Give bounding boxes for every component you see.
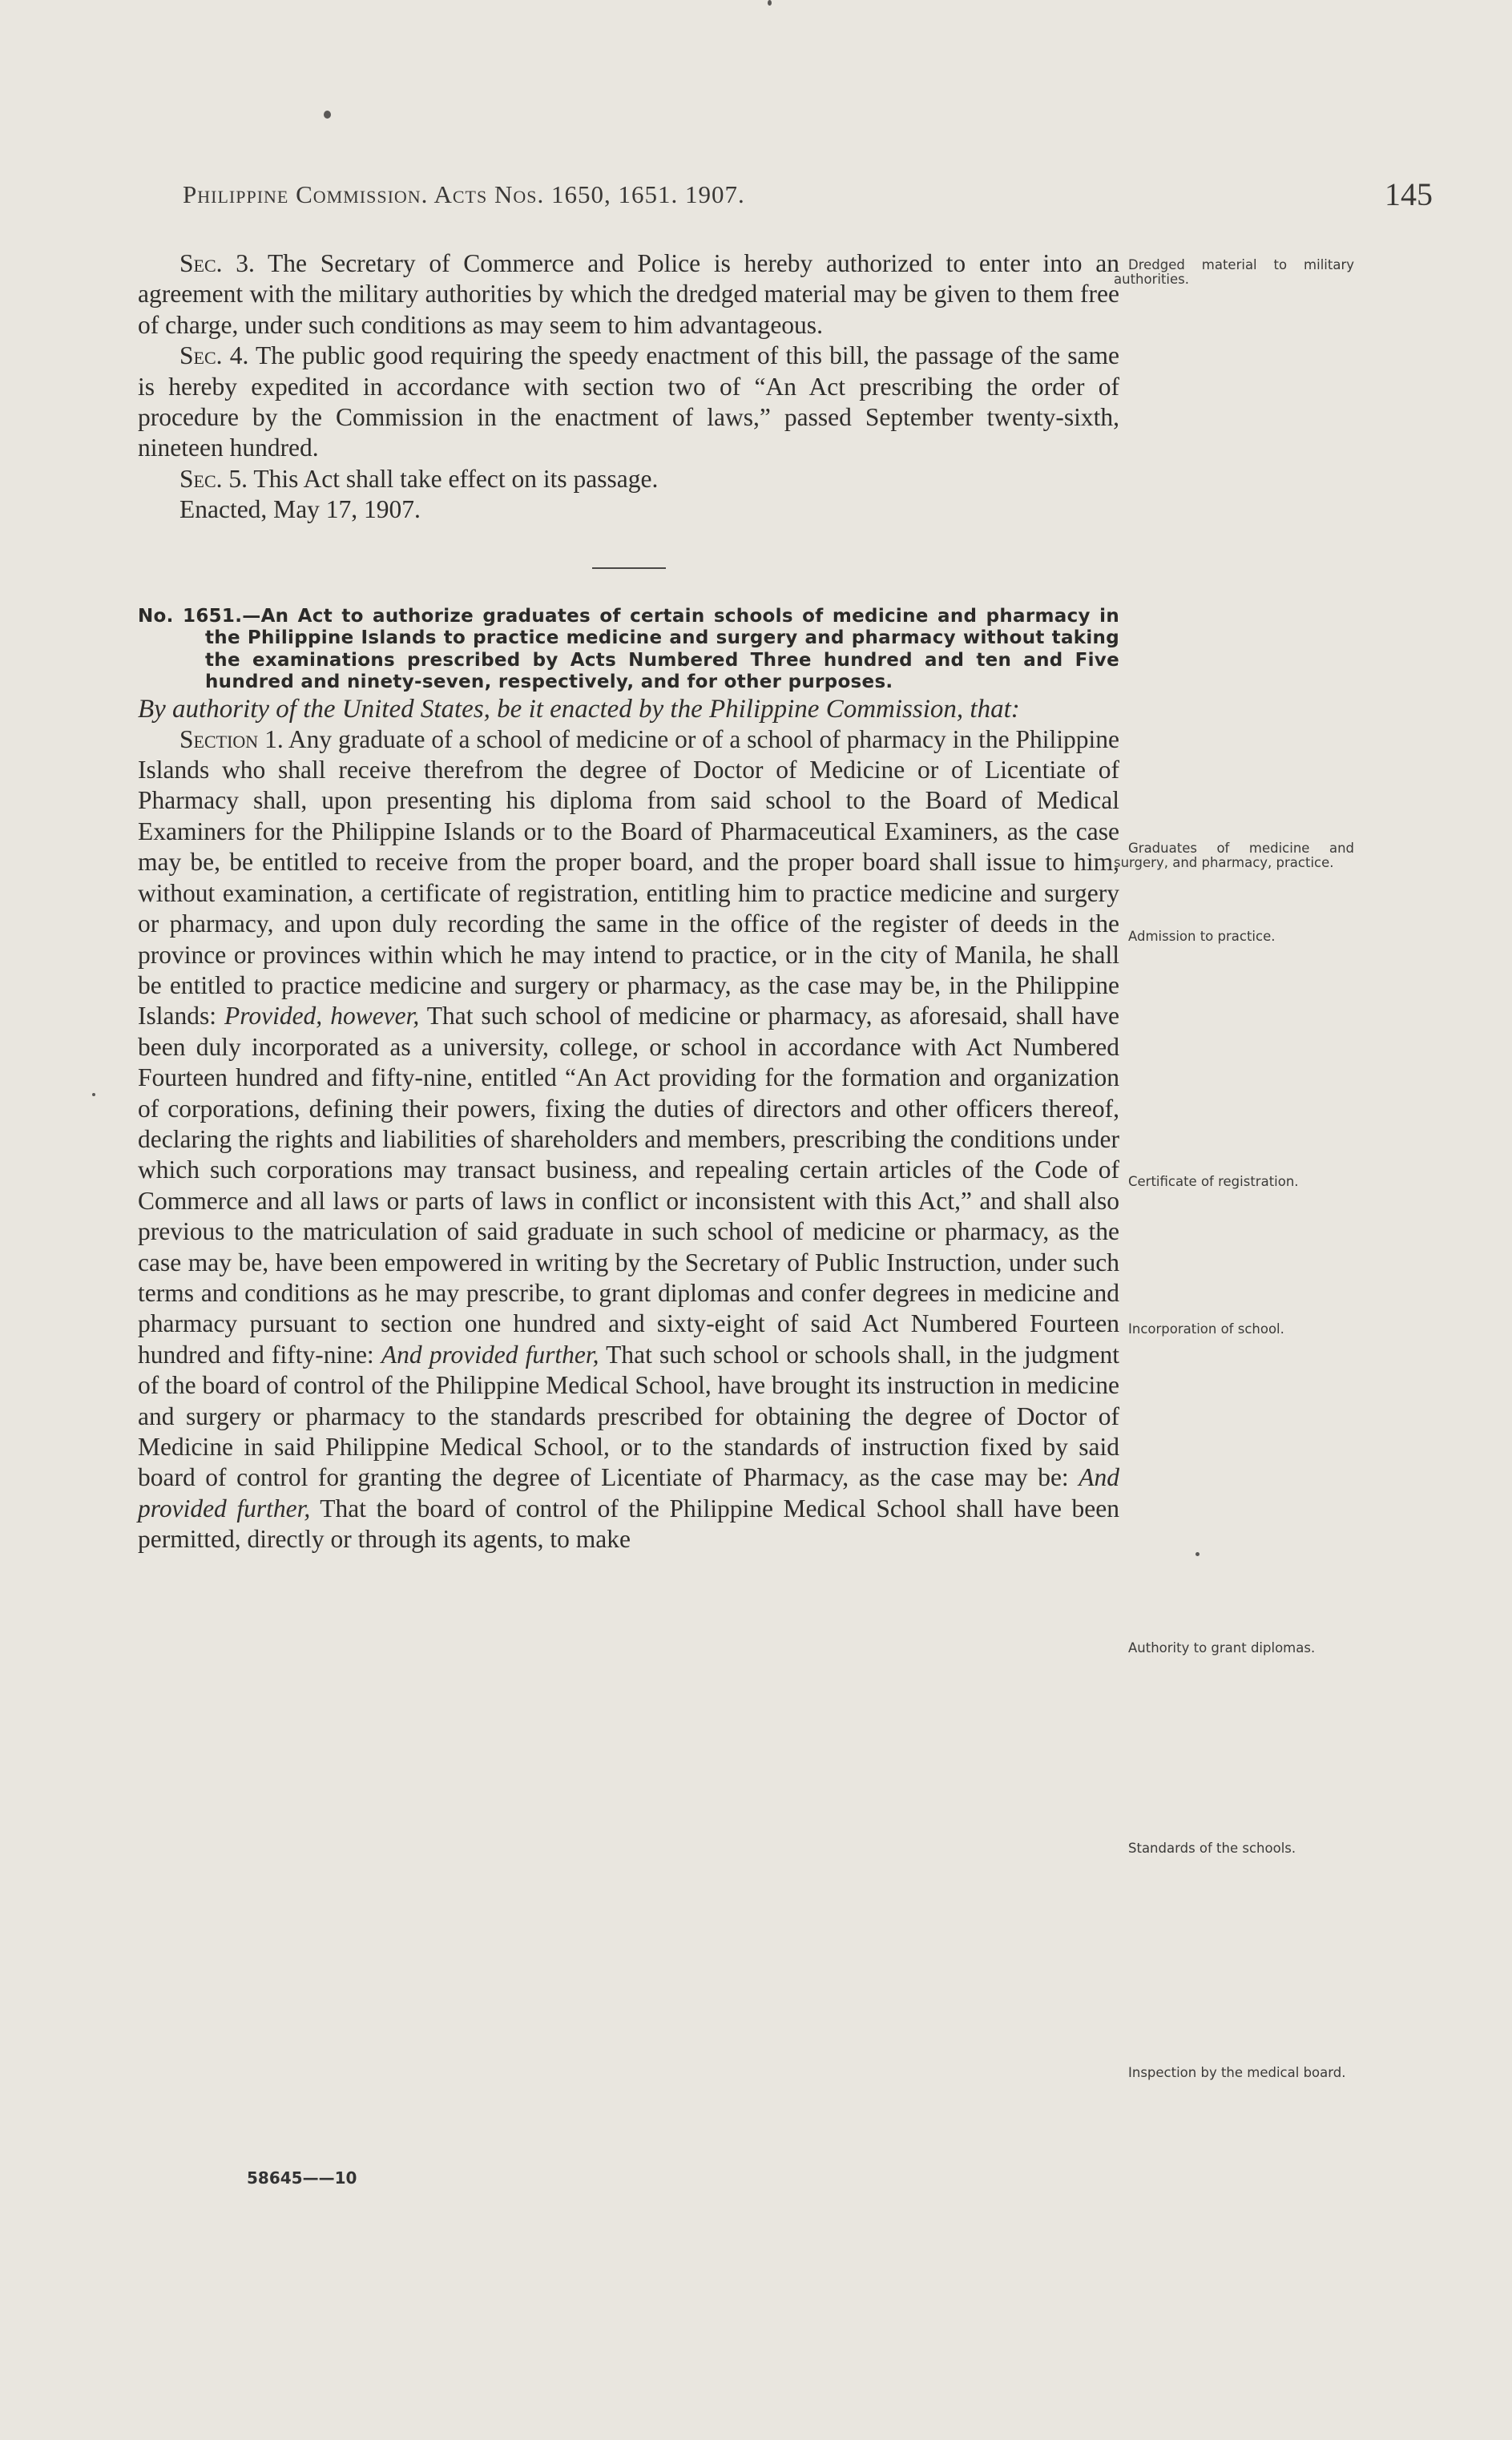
- section-1-text-part3: That such school or schools shall, in the judgment of the board of control of the Philippine Medical School, have brought its instruction in medicine and surgery or pharmacy to the standards prescribed for obtaining the degree of Doctor of Medicine in said Philippine Medical School, or to the standards of instruction fixed by said board of control for granting the degree of Licentiate of Pharmacy, as the case may be:: [138, 1340, 1119, 1492]
- section-3-label: Sec. 3.: [179, 249, 255, 277]
- margin-note-inspection: Inspection by the medical board.: [1128, 2065, 1346, 2080]
- section-5-paragraph: [138, 464, 1119, 494]
- margin-note-standards: Standards of the schools.: [1128, 1841, 1296, 1856]
- section-5-text: This Act shall take effect on its passage.: [248, 464, 659, 493]
- section-1-text-part2: That such school of medicine or pharmacy, as aforesaid, shall have been duly incorporated as a university, college, or school in accordance with Act Numbered Fourteen hundred and fifty-nine, entitled “An Act providing for the formation and organization of corporations, defining their powers, fixing the duties of directors and other officers thereof, declaring the rights and liabilities of shareholders and members, prescribing the conditions under which such corporations may transact business, and repealing certain articles of the Code of Commerce and all laws or parts of laws in conflict or inconsistent with this Act,” and shall also previous to the matriculation of said graduate in such school of medicine or pharmacy, as the case may be, have been empowered in writing by the Secretary of Public Instruction, under such terms and conditions as he may prescribe, to grant diplomas and confer degrees in medicine and pharmacy pursuant to section one hundred and sixty-eight of said Act Numbered Fourteen hundred and fifty-nine:: [138, 1002, 1119, 1369]
- ink-speck: [768, 0, 772, 6]
- page-number: 145: [1385, 176, 1433, 212]
- proviso-1: Provided, however,: [224, 1002, 420, 1030]
- section-3-paragraph: [138, 248, 1119, 341]
- section-4-text: The public good requiring the speedy enactment of this bill, the passage of the same is hereby expedited in accordance with section two of “An Act prescribing the order of procedure by the Commission in the enactment of laws,” passed September twenty-sixth, nineteen hundred.: [138, 341, 1119, 462]
- section-1-text-part1: Any graduate of a school of medicine or of a school of pharmacy in the Philippine Islands who shall receive therefrom the degree of Doctor of Medicine or of Licentiate of Pharmacy shall, upon presenting his diploma from said school to the Board of Medical Examiners for the Philippine Islands or to the Board of Pharmaceutical Examiners, as the case may be, be entitled to receive from the proper board, and the proper board shall issue to him, without examination, a certificate of registration, entitling him to practice medicine and surgery or pharmacy, and upon duly recording the same in the office of the register of deeds in the province or provinces within which he may intend to practice, or in the city of Manila, he shall be entitled to practice medicine and surgery or pharmacy, as the case may be, in the Philippine Islands:: [138, 724, 1120, 1030]
- ink-speck: [1195, 1552, 1200, 1556]
- section-1-paragraph: [138, 724, 1119, 1555]
- section-4-label: Sec. 4.: [179, 341, 249, 370]
- section-1-text-part4: That the board of control of the Philippine Medical School shall have been permitted, directly or through its agents, to make: [138, 1494, 1119, 1554]
- main-text: [138, 248, 1119, 1555]
- section-3-text: The Secretary of Commerce and Police is hereby authorized to enter into an agreement with the military authorities by which the dredged material may be given to them free of charge, under such conditions as may seem to him advantageous.: [138, 249, 1119, 339]
- margin-note-authority: Authority to grant diplomas.: [1128, 1640, 1316, 1656]
- section-divider: [592, 567, 666, 569]
- margin-note-incorporation: Incorporation of school.: [1128, 1321, 1284, 1337]
- section-5-label: Sec. 5.: [179, 464, 248, 493]
- proviso-2: And provided further,: [381, 1340, 599, 1369]
- enacted-date: Enacted, May 17, 1907.: [179, 495, 421, 524]
- running-head: Philippine Commission. Acts Nos. 1650, 1651. 1907.: [183, 180, 745, 208]
- act-title: No. 1651.—An Act to authorize graduates of certain schools of medicine and pharmacy in the Philippine Islands to practice medicine and surgery and pharmacy without taking the examinations prescribed by Acts Numbered Three hundred and ten and Five hundred and ninety-seven, respectively, and for other purposes.: [138, 605, 1119, 693]
- section-4-paragraph: [138, 341, 1119, 464]
- printer-signature: 58645——10: [247, 2168, 357, 2188]
- enacting-clause: By authority of the United States, be it enacted by the Philippine Commission, that:: [138, 694, 1020, 724]
- ink-speck: [324, 111, 331, 119]
- margin-note-admission: Admission to practice.: [1128, 929, 1276, 944]
- proviso-3: And provided further,: [138, 1463, 1119, 1522]
- margin-note-dredged-material: Dredged material to military authorities.: [1114, 257, 1354, 287]
- margin-note-graduates: Graduates of medicine and surgery, and pharmacy, practice.: [1114, 841, 1354, 870]
- page-header: [183, 176, 1433, 228]
- section-1-label: Section 1.: [179, 724, 284, 753]
- margin-note-certificate: Certificate of registration.: [1128, 1174, 1299, 1189]
- ink-speck: [92, 1093, 95, 1096]
